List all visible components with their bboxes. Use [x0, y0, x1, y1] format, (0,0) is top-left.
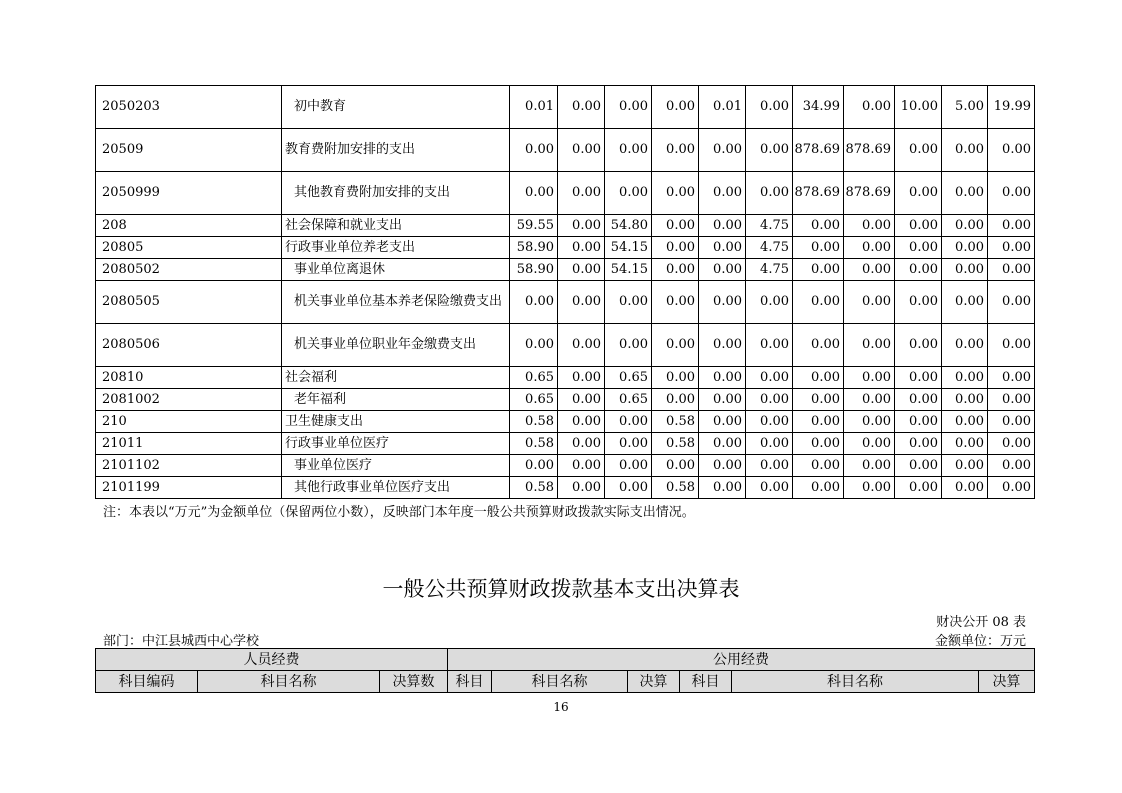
- amount-cell: 0.00: [988, 259, 1035, 281]
- table-row: [96, 129, 1035, 172]
- amount-cell: 0.00: [895, 477, 942, 499]
- subject-code: 20810: [96, 367, 282, 389]
- subject-code: 2080505: [96, 281, 282, 324]
- subject-code: 2050999: [96, 172, 282, 215]
- subject-name: 社会福利: [282, 367, 510, 389]
- amount-cell: 0.00: [942, 455, 988, 477]
- amount-cell: 19.99: [988, 86, 1035, 129]
- section-title: 一般公共预算财政拨款基本支出决算表: [382, 577, 740, 601]
- amount-cell: 0.00: [942, 367, 988, 389]
- amount-cell: 0.00: [895, 411, 942, 433]
- table-row: [96, 455, 1035, 477]
- amount-cell: 0.00: [988, 367, 1035, 389]
- amount-cell: 0.00: [699, 411, 746, 433]
- amount-cell: 0.00: [510, 129, 558, 172]
- amount-cell: 0.00: [652, 367, 699, 389]
- subject-code: 20509: [96, 129, 282, 172]
- amount-cell: 0.00: [793, 455, 844, 477]
- amount-cell: 0.00: [942, 215, 988, 237]
- amount-cell: 0.00: [844, 281, 895, 324]
- amount-cell: 0.00: [942, 389, 988, 411]
- table-row: [96, 367, 1035, 389]
- amount-cell: 0.00: [746, 477, 793, 499]
- amount-cell: 0.00: [793, 237, 844, 259]
- amount-cell: 0.00: [699, 215, 746, 237]
- amount-cell: 0.00: [895, 367, 942, 389]
- amount-cell: 4.75: [746, 237, 793, 259]
- table-row: [96, 281, 1035, 324]
- amount-cell: 0.01: [699, 86, 746, 129]
- amount-cell: 0.00: [793, 259, 844, 281]
- amount-cell: 0.65: [510, 367, 558, 389]
- amount-cell: 0.00: [793, 324, 844, 367]
- amount-cell: 0.00: [746, 129, 793, 172]
- amount-cell: 0.00: [844, 411, 895, 433]
- amount-cell: 0.00: [746, 389, 793, 411]
- amount-cell: 0.00: [942, 281, 988, 324]
- amount-cell: 0.00: [746, 324, 793, 367]
- amount-cell: 0.00: [988, 129, 1035, 172]
- amount-cell: 0.00: [558, 86, 605, 129]
- amount-cell: 4.75: [746, 215, 793, 237]
- subject-code: 2050203: [96, 86, 282, 129]
- amount-cell: 0.00: [942, 259, 988, 281]
- amount-cell: 0.00: [942, 172, 988, 215]
- amount-cell: 0.00: [746, 172, 793, 215]
- table-row: [96, 259, 1035, 281]
- amount-cell: 0.00: [652, 172, 699, 215]
- subject-name: 行政事业单位医疗: [282, 433, 510, 455]
- amount-cell: 0.65: [605, 389, 652, 411]
- amount-cell: 0.00: [793, 367, 844, 389]
- amount-cell: 0.00: [793, 389, 844, 411]
- amount-cell: 0.00: [652, 455, 699, 477]
- amount-cell: 0.00: [844, 477, 895, 499]
- col-header: 科目名称: [492, 671, 628, 693]
- amount-cell: 0.00: [605, 477, 652, 499]
- amount-cell: 59.55: [510, 215, 558, 237]
- col-header: 决算数: [380, 671, 448, 693]
- subject-code: 2080506: [96, 324, 282, 367]
- amount-cell: 0.00: [558, 455, 605, 477]
- subject-code: 2101102: [96, 455, 282, 477]
- amount-cell: 0.00: [793, 281, 844, 324]
- amount-cell: 0.00: [558, 237, 605, 259]
- subject-code: 21011: [96, 433, 282, 455]
- amount-cell: 0.00: [895, 172, 942, 215]
- amount-cell: 0.00: [895, 259, 942, 281]
- amount-cell: 0.00: [699, 324, 746, 367]
- amount-cell: 0.00: [844, 259, 895, 281]
- amount-cell: 0.00: [988, 172, 1035, 215]
- department-label: 部门：中江县城西中心学校: [103, 634, 260, 649]
- amount-cell: 0.00: [942, 411, 988, 433]
- subject-code: 2080502: [96, 259, 282, 281]
- amount-cell: 0.00: [942, 477, 988, 499]
- subject-name: 初中教育: [282, 86, 510, 129]
- basic-expenditure-header-table: [95, 648, 1035, 693]
- table-row: [96, 477, 1035, 499]
- group-header-personnel: 人员经费: [96, 649, 448, 671]
- expenditure-detail-table: [95, 85, 1035, 499]
- amount-cell: 0.00: [605, 455, 652, 477]
- table-note: 注：本表以“万元”为金额单位（保留两位小数），反映部门本年度一般公共预算财政拨款实际支出情况。: [103, 505, 695, 520]
- amount-cell: 0.00: [793, 411, 844, 433]
- amount-cell: 0.00: [895, 433, 942, 455]
- col-header: 决算: [628, 671, 680, 693]
- amount-cell: 0.58: [510, 477, 558, 499]
- subject-code: 2081002: [96, 389, 282, 411]
- subject-code: 210: [96, 411, 282, 433]
- amount-cell: 0.00: [844, 86, 895, 129]
- subject-name: 教育费附加安排的支出: [282, 129, 510, 172]
- table-row: [96, 411, 1035, 433]
- amount-cell: 0.00: [988, 215, 1035, 237]
- amount-cell: 0.00: [988, 411, 1035, 433]
- amount-cell: 0.58: [652, 411, 699, 433]
- amount-cell: 0.00: [652, 215, 699, 237]
- table-row: [96, 172, 1035, 215]
- col-header: 科目编码: [96, 671, 198, 693]
- table-row: [96, 324, 1035, 367]
- form-number: 财决公开 08 表: [936, 615, 1026, 630]
- page-number: 16: [553, 700, 569, 714]
- amount-cell: 878.69: [793, 129, 844, 172]
- amount-cell: 0.00: [895, 389, 942, 411]
- amount-cell: 0.00: [605, 86, 652, 129]
- amount-cell: 58.90: [510, 237, 558, 259]
- amount-cell: 0.00: [988, 237, 1035, 259]
- amount-cell: 0.00: [988, 433, 1035, 455]
- amount-cell: 0.00: [652, 129, 699, 172]
- amount-cell: 0.00: [699, 433, 746, 455]
- subject-name: 机关事业单位职业年金缴费支出: [282, 324, 510, 367]
- amount-cell: 5.00: [942, 86, 988, 129]
- amount-cell: 54.15: [605, 237, 652, 259]
- amount-cell: 0.00: [558, 172, 605, 215]
- amount-cell: 0.00: [699, 129, 746, 172]
- amount-cell: 0.00: [988, 281, 1035, 324]
- amount-cell: 0.00: [699, 389, 746, 411]
- subject-name: 社会保障和就业支出: [282, 215, 510, 237]
- amount-cell: 0.00: [895, 324, 942, 367]
- amount-cell: 0.00: [844, 433, 895, 455]
- amount-cell: 0.00: [942, 237, 988, 259]
- amount-cell: 0.00: [793, 433, 844, 455]
- amount-cell: 0.00: [558, 389, 605, 411]
- amount-cell: 0.00: [746, 367, 793, 389]
- table-row: [96, 433, 1035, 455]
- table-row: [96, 389, 1035, 411]
- amount-cell: 0.00: [558, 324, 605, 367]
- amount-cell: 0.00: [558, 215, 605, 237]
- amount-cell: 878.69: [844, 172, 895, 215]
- subject-code: 2101199: [96, 477, 282, 499]
- amount-cell: 0.00: [605, 411, 652, 433]
- amount-cell: 0.00: [895, 129, 942, 172]
- amount-cell: 0.00: [844, 455, 895, 477]
- amount-cell: 0.00: [605, 433, 652, 455]
- amount-cell: 0.00: [510, 172, 558, 215]
- amount-cell: 0.00: [895, 237, 942, 259]
- table-row: [96, 86, 1035, 129]
- table-row: [96, 215, 1035, 237]
- amount-cell: 10.00: [895, 86, 942, 129]
- amount-cell: 0.00: [699, 259, 746, 281]
- amount-cell: 0.00: [510, 455, 558, 477]
- amount-cell: 0.00: [558, 433, 605, 455]
- amount-cell: 0.00: [699, 455, 746, 477]
- amount-unit-label: 金额单位：万元: [934, 634, 1026, 649]
- amount-cell: 0.00: [746, 281, 793, 324]
- amount-cell: 0.00: [942, 324, 988, 367]
- amount-cell: 0.00: [652, 237, 699, 259]
- amount-cell: 0.00: [746, 411, 793, 433]
- amount-cell: 0.00: [895, 455, 942, 477]
- amount-cell: 0.01: [510, 86, 558, 129]
- amount-cell: 0.00: [652, 389, 699, 411]
- col-header: 科目名称: [732, 671, 979, 693]
- amount-cell: 0.00: [746, 455, 793, 477]
- amount-cell: 0.00: [746, 86, 793, 129]
- amount-cell: 0.00: [605, 281, 652, 324]
- col-header: 决算: [979, 671, 1035, 693]
- amount-cell: 58.90: [510, 259, 558, 281]
- amount-cell: 0.00: [605, 172, 652, 215]
- group-header-public: 公用经费: [448, 649, 1035, 671]
- amount-cell: 0.00: [988, 477, 1035, 499]
- amount-cell: 0.00: [699, 237, 746, 259]
- amount-cell: 0.00: [699, 281, 746, 324]
- amount-cell: 0.00: [652, 259, 699, 281]
- amount-cell: 0.58: [510, 433, 558, 455]
- subject-code: 208: [96, 215, 282, 237]
- amount-cell: 0.00: [942, 129, 988, 172]
- subject-name: 机关事业单位基本养老保险缴费支出: [282, 281, 510, 324]
- amount-cell: 878.69: [793, 172, 844, 215]
- amount-cell: 0.00: [558, 411, 605, 433]
- amount-cell: 0.00: [699, 367, 746, 389]
- subject-code: 20805: [96, 237, 282, 259]
- amount-cell: 0.65: [605, 367, 652, 389]
- amount-cell: 0.00: [895, 215, 942, 237]
- amount-cell: 4.75: [746, 259, 793, 281]
- amount-cell: 54.15: [605, 259, 652, 281]
- subject-name: 事业单位医疗: [282, 455, 510, 477]
- amount-cell: 0.00: [558, 477, 605, 499]
- amount-cell: 0.00: [652, 281, 699, 324]
- amount-cell: 54.80: [605, 215, 652, 237]
- col-header: 科目: [448, 671, 492, 693]
- subject-name: 其他教育费附加安排的支出: [282, 172, 510, 215]
- subject-name: 卫生健康支出: [282, 411, 510, 433]
- amount-cell: 0.58: [510, 411, 558, 433]
- amount-cell: 0.00: [605, 129, 652, 172]
- amount-cell: 0.00: [988, 455, 1035, 477]
- amount-cell: 0.00: [844, 324, 895, 367]
- amount-cell: 0.00: [988, 324, 1035, 367]
- amount-cell: 0.58: [652, 477, 699, 499]
- amount-cell: 0.00: [844, 215, 895, 237]
- amount-cell: 0.00: [844, 389, 895, 411]
- subject-name: 老年福利: [282, 389, 510, 411]
- amount-cell: 0.00: [510, 281, 558, 324]
- amount-cell: 0.00: [652, 86, 699, 129]
- col-header: 科目名称: [198, 671, 380, 693]
- amount-cell: 0.00: [558, 129, 605, 172]
- amount-cell: 0.00: [793, 215, 844, 237]
- subject-name: 其他行政事业单位医疗支出: [282, 477, 510, 499]
- amount-cell: 0.00: [558, 367, 605, 389]
- amount-cell: 0.00: [844, 367, 895, 389]
- amount-cell: 0.58: [652, 433, 699, 455]
- amount-cell: 0.00: [988, 389, 1035, 411]
- amount-cell: 34.99: [793, 86, 844, 129]
- amount-cell: 0.00: [558, 259, 605, 281]
- amount-cell: 0.00: [605, 324, 652, 367]
- table-row: [96, 237, 1035, 259]
- amount-cell: 0.00: [510, 324, 558, 367]
- col-header: 科目: [680, 671, 732, 693]
- subject-name: 行政事业单位养老支出: [282, 237, 510, 259]
- amount-cell: 0.00: [699, 477, 746, 499]
- amount-cell: 0.00: [793, 477, 844, 499]
- amount-cell: 0.00: [942, 433, 988, 455]
- amount-cell: 0.00: [558, 281, 605, 324]
- amount-cell: 0.00: [844, 237, 895, 259]
- amount-cell: 0.65: [510, 389, 558, 411]
- amount-cell: 0.00: [652, 324, 699, 367]
- amount-cell: 0.00: [895, 281, 942, 324]
- amount-cell: 0.00: [746, 433, 793, 455]
- subject-name: 事业单位离退休: [282, 259, 510, 281]
- amount-cell: 878.69: [844, 129, 895, 172]
- amount-cell: 0.00: [699, 172, 746, 215]
